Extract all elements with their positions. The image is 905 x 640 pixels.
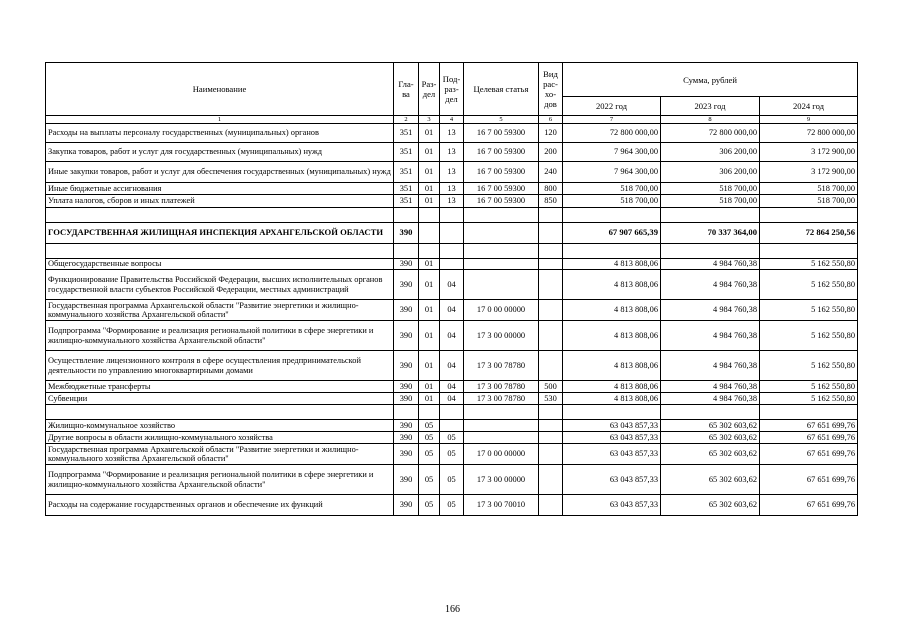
cell-name: Функционирование Правительства Российской Федерации, высших исполнительных органов государственной власти субъектов Российской Федерации, местных администраций (46, 270, 394, 300)
cell-s2022: 63 043 857,33 (563, 495, 661, 516)
page-number: 166 (445, 604, 460, 615)
spacer-row (46, 405, 858, 420)
table-row (46, 259, 858, 270)
cell-vr (539, 465, 563, 495)
cell-cs (464, 259, 539, 270)
cell-s2023 (661, 405, 760, 420)
header-row (46, 63, 858, 97)
cell-s2023: 65 302 603,62 (661, 420, 760, 432)
table-row (46, 321, 858, 351)
spacer-row (46, 244, 858, 259)
cell-cs: 17 0 00 00000 (464, 300, 539, 321)
cell-name: Жилищно-коммунальное хозяйство (46, 420, 394, 432)
cell-rz: 01 (419, 300, 440, 321)
header-vid: Вид рас-хо-дов (539, 63, 563, 116)
cell-gl: 390 (394, 259, 419, 270)
cell-s2023: 65 302 603,62 (661, 495, 760, 516)
col-num-8: 8 (661, 116, 760, 124)
budget-table (45, 62, 858, 516)
cell-cs: 16 7 00 59300 (464, 183, 539, 195)
cell-rz: 01 (419, 162, 440, 183)
cell-s2023: 72 800 000,00 (661, 124, 760, 143)
table-row (46, 351, 858, 381)
cell-rz: 05 (419, 465, 440, 495)
cell-s2024: 3 172 900,00 (760, 143, 858, 162)
cell-s2022 (563, 405, 661, 420)
cell-rz: 01 (419, 351, 440, 381)
cell-s2022: 518 700,00 (563, 183, 661, 195)
cell-name: Подпрограмма "Формирование и реализация региональной политики в сфере энергетики и жилищно-коммунального хозяйства Архангельской области" (46, 321, 394, 351)
cell-rz: 01 (419, 393, 440, 405)
cell-s2024: 518 700,00 (760, 195, 858, 208)
cell-s2023: 4 984 760,38 (661, 321, 760, 351)
cell-s2023: 65 302 603,62 (661, 465, 760, 495)
cell-vr (539, 208, 563, 223)
cell-pr: 04 (440, 381, 464, 393)
cell-cs: 17 3 00 00000 (464, 465, 539, 495)
header-year-2023: 2023 год (661, 97, 760, 116)
cell-s2023: 4 984 760,38 (661, 393, 760, 405)
cell-cs: 17 0 00 00000 (464, 444, 539, 465)
cell-s2023: 306 200,00 (661, 162, 760, 183)
cell-name (46, 244, 394, 259)
cell-s2022: 4 813 808,06 (563, 351, 661, 381)
header-year-2024: 2024 год (760, 97, 858, 116)
cell-vr: 200 (539, 143, 563, 162)
cell-cs: 17 3 00 78780 (464, 381, 539, 393)
cell-s2023: 518 700,00 (661, 195, 760, 208)
cell-cs (464, 223, 539, 244)
table-row (46, 420, 858, 432)
cell-pr: 04 (440, 351, 464, 381)
cell-name (46, 208, 394, 223)
cell-pr: 13 (440, 162, 464, 183)
cell-gl: 390 (394, 300, 419, 321)
cell-s2024: 5 162 550,80 (760, 321, 858, 351)
cell-s2023: 70 337 364,00 (661, 223, 760, 244)
cell-name: Расходы на выплаты персоналу государственных (муниципальных) органов (46, 124, 394, 143)
cell-s2023: 4 984 760,38 (661, 351, 760, 381)
cell-gl (394, 405, 419, 420)
cell-pr: 05 (440, 495, 464, 516)
cell-pr: 05 (440, 465, 464, 495)
cell-name: Иные закупки товаров, работ и услуг для обеспечения государственных (муниципальных) нужд (46, 162, 394, 183)
cell-name (46, 405, 394, 420)
cell-gl: 390 (394, 270, 419, 300)
cell-s2024 (760, 405, 858, 420)
cell-s2024: 5 162 550,80 (760, 270, 858, 300)
cell-rz (419, 244, 440, 259)
cell-name: ГОСУДАРСТВЕННАЯ ЖИЛИЩНАЯ ИНСПЕКЦИЯ АРХАНГЕЛЬСКОЙ ОБЛАСТИ (46, 223, 394, 244)
cell-gl: 390 (394, 444, 419, 465)
cell-s2022: 63 043 857,33 (563, 465, 661, 495)
cell-vr (539, 432, 563, 444)
cell-gl: 390 (394, 223, 419, 244)
table-body (46, 124, 858, 516)
cell-name: Межбюджетные трансферты (46, 381, 394, 393)
cell-pr (440, 208, 464, 223)
cell-s2023: 4 984 760,38 (661, 300, 760, 321)
cell-vr (539, 351, 563, 381)
cell-s2023: 4 984 760,38 (661, 381, 760, 393)
cell-vr: 850 (539, 195, 563, 208)
cell-s2023 (661, 208, 760, 223)
table-row (46, 270, 858, 300)
cell-s2024: 5 162 550,80 (760, 393, 858, 405)
cell-vr (539, 223, 563, 244)
cell-s2023 (661, 244, 760, 259)
cell-name: Государственная программа Архангельской области "Развитие энергетики и жилищно-коммунального хозяйства Архангельской области" (46, 300, 394, 321)
cell-s2022: 63 043 857,33 (563, 432, 661, 444)
cell-s2022: 4 813 808,06 (563, 381, 661, 393)
cell-name: Иные бюджетные ассигнования (46, 183, 394, 195)
cell-cs (464, 244, 539, 259)
header-podrazdel: Под-раз-дел (440, 63, 464, 116)
cell-vr (539, 405, 563, 420)
cell-s2023: 306 200,00 (661, 143, 760, 162)
col-num-7: 7 (563, 116, 661, 124)
cell-pr (440, 420, 464, 432)
cell-pr (440, 259, 464, 270)
cell-rz (419, 223, 440, 244)
cell-pr: 13 (440, 183, 464, 195)
cell-gl: 351 (394, 143, 419, 162)
header-name: Наименование (46, 63, 394, 116)
cell-name: Подпрограмма "Формирование и реализация региональной политики в сфере энергетики и жилищно-коммунального хозяйства Архангельской области" (46, 465, 394, 495)
cell-name: Закупка товаров, работ и услуг для государственных (муниципальных) нужд (46, 143, 394, 162)
cell-s2022: 518 700,00 (563, 195, 661, 208)
cell-cs (464, 270, 539, 300)
cell-s2022: 63 043 857,33 (563, 420, 661, 432)
table-row (46, 143, 858, 162)
cell-rz: 05 (419, 444, 440, 465)
cell-rz (419, 405, 440, 420)
cell-vr (539, 420, 563, 432)
cell-pr (440, 405, 464, 420)
cell-cs (464, 405, 539, 420)
table-row (46, 444, 858, 465)
cell-vr: 530 (539, 393, 563, 405)
cell-pr: 13 (440, 124, 464, 143)
col-num-5: 5 (464, 116, 539, 124)
cell-vr: 240 (539, 162, 563, 183)
cell-gl: 351 (394, 183, 419, 195)
cell-cs: 16 7 00 59300 (464, 162, 539, 183)
table-row (46, 393, 858, 405)
cell-s2024: 72 864 250,56 (760, 223, 858, 244)
cell-vr: 800 (539, 183, 563, 195)
cell-s2024: 5 162 550,80 (760, 381, 858, 393)
cell-gl: 390 (394, 381, 419, 393)
cell-gl: 390 (394, 351, 419, 381)
cell-s2024: 67 651 699,76 (760, 465, 858, 495)
cell-s2022: 4 813 808,06 (563, 300, 661, 321)
cell-vr (539, 270, 563, 300)
cell-gl: 351 (394, 162, 419, 183)
table-row (46, 223, 858, 244)
column-number-row (46, 116, 858, 124)
table-row (46, 162, 858, 183)
cell-s2023: 65 302 603,62 (661, 444, 760, 465)
cell-rz: 01 (419, 381, 440, 393)
cell-s2023: 4 984 760,38 (661, 259, 760, 270)
cell-cs: 17 3 00 00000 (464, 321, 539, 351)
cell-s2024: 5 162 550,80 (760, 351, 858, 381)
cell-name: Осуществление лицензионного контроля в сфере осуществления предпринимательской деятельности по управлению многоквартирными домами (46, 351, 394, 381)
col-num-4: 4 (440, 116, 464, 124)
col-num-2: 2 (394, 116, 419, 124)
cell-s2022 (563, 244, 661, 259)
cell-s2024: 67 651 699,76 (760, 495, 858, 516)
cell-rz: 05 (419, 420, 440, 432)
table-row (46, 381, 858, 393)
cell-pr: 13 (440, 143, 464, 162)
cell-pr (440, 223, 464, 244)
cell-s2022: 63 043 857,33 (563, 444, 661, 465)
cell-pr: 13 (440, 195, 464, 208)
cell-rz: 01 (419, 195, 440, 208)
cell-vr (539, 321, 563, 351)
table-row (46, 432, 858, 444)
cell-s2023: 65 302 603,62 (661, 432, 760, 444)
cell-cs: 16 7 00 59300 (464, 124, 539, 143)
table-row (46, 195, 858, 208)
cell-rz: 01 (419, 259, 440, 270)
cell-vr: 500 (539, 381, 563, 393)
cell-s2024: 67 651 699,76 (760, 444, 858, 465)
cell-cs: 17 3 00 78780 (464, 351, 539, 381)
cell-s2024 (760, 244, 858, 259)
table-row (46, 124, 858, 143)
header-sum: Сумма, рублей (563, 63, 858, 97)
cell-rz: 05 (419, 432, 440, 444)
cell-pr: 04 (440, 321, 464, 351)
cell-s2024: 5 162 550,80 (760, 259, 858, 270)
cell-pr: 04 (440, 393, 464, 405)
cell-s2022: 7 964 300,00 (563, 143, 661, 162)
col-num-1: 1 (46, 116, 394, 124)
cell-gl: 390 (394, 465, 419, 495)
cell-vr (539, 259, 563, 270)
cell-cs (464, 208, 539, 223)
cell-s2024: 72 800 000,00 (760, 124, 858, 143)
cell-rz (419, 208, 440, 223)
cell-rz: 05 (419, 495, 440, 516)
cell-s2024: 67 651 699,76 (760, 420, 858, 432)
cell-gl: 351 (394, 124, 419, 143)
header-target: Целевая статья (464, 63, 539, 116)
cell-s2022: 67 907 665,39 (563, 223, 661, 244)
table-row (46, 183, 858, 195)
cell-gl: 351 (394, 195, 419, 208)
header-glava: Гла-ва (394, 63, 419, 116)
cell-name: Общегосударственные вопросы (46, 259, 394, 270)
cell-gl: 390 (394, 321, 419, 351)
cell-pr: 04 (440, 300, 464, 321)
cell-cs (464, 432, 539, 444)
header-razdel: Раз-дел (419, 63, 440, 116)
cell-cs: 17 3 00 78780 (464, 393, 539, 405)
cell-s2022: 4 813 808,06 (563, 321, 661, 351)
cell-s2022: 4 813 808,06 (563, 393, 661, 405)
col-num-9: 9 (760, 116, 858, 124)
cell-s2023: 518 700,00 (661, 183, 760, 195)
cell-cs: 16 7 00 59300 (464, 143, 539, 162)
cell-gl: 390 (394, 495, 419, 516)
cell-rz: 01 (419, 270, 440, 300)
cell-s2024: 5 162 550,80 (760, 300, 858, 321)
cell-pr: 05 (440, 432, 464, 444)
col-num-3: 3 (419, 116, 440, 124)
cell-pr: 04 (440, 270, 464, 300)
cell-s2022: 4 813 808,06 (563, 270, 661, 300)
cell-s2024: 67 651 699,76 (760, 432, 858, 444)
table-row (46, 495, 858, 516)
cell-rz: 01 (419, 143, 440, 162)
cell-gl: 390 (394, 420, 419, 432)
cell-gl (394, 208, 419, 223)
cell-name: Расходы на содержание государственных органов и обеспечение их функций (46, 495, 394, 516)
cell-s2023: 4 984 760,38 (661, 270, 760, 300)
cell-s2022: 7 964 300,00 (563, 162, 661, 183)
cell-gl: 390 (394, 393, 419, 405)
cell-s2022 (563, 208, 661, 223)
cell-pr: 05 (440, 444, 464, 465)
cell-name: Уплата налогов, сборов и иных платежей (46, 195, 394, 208)
cell-gl (394, 244, 419, 259)
col-num-6: 6 (539, 116, 563, 124)
cell-vr (539, 300, 563, 321)
cell-cs (464, 420, 539, 432)
cell-vr (539, 244, 563, 259)
cell-s2024: 3 172 900,00 (760, 162, 858, 183)
header-year-2022: 2022 год (563, 97, 661, 116)
table-row (46, 300, 858, 321)
table-row (46, 465, 858, 495)
cell-name: Государственная программа Архангельской области "Развитие энергетики и жилищно-коммунального хозяйства Архангельской области" (46, 444, 394, 465)
cell-cs: 17 3 00 70010 (464, 495, 539, 516)
cell-vr: 120 (539, 124, 563, 143)
cell-s2022: 4 813 808,06 (563, 259, 661, 270)
cell-s2022: 72 800 000,00 (563, 124, 661, 143)
cell-gl: 390 (394, 432, 419, 444)
cell-name: Другие вопросы в области жилищно-коммунального хозяйства (46, 432, 394, 444)
cell-rz: 01 (419, 321, 440, 351)
cell-s2024 (760, 208, 858, 223)
cell-cs: 16 7 00 59300 (464, 195, 539, 208)
cell-vr (539, 444, 563, 465)
cell-rz: 01 (419, 124, 440, 143)
cell-vr (539, 495, 563, 516)
cell-pr (440, 244, 464, 259)
cell-rz: 01 (419, 183, 440, 195)
cell-s2024: 518 700,00 (760, 183, 858, 195)
spacer-row (46, 208, 858, 223)
cell-name: Субвенции (46, 393, 394, 405)
